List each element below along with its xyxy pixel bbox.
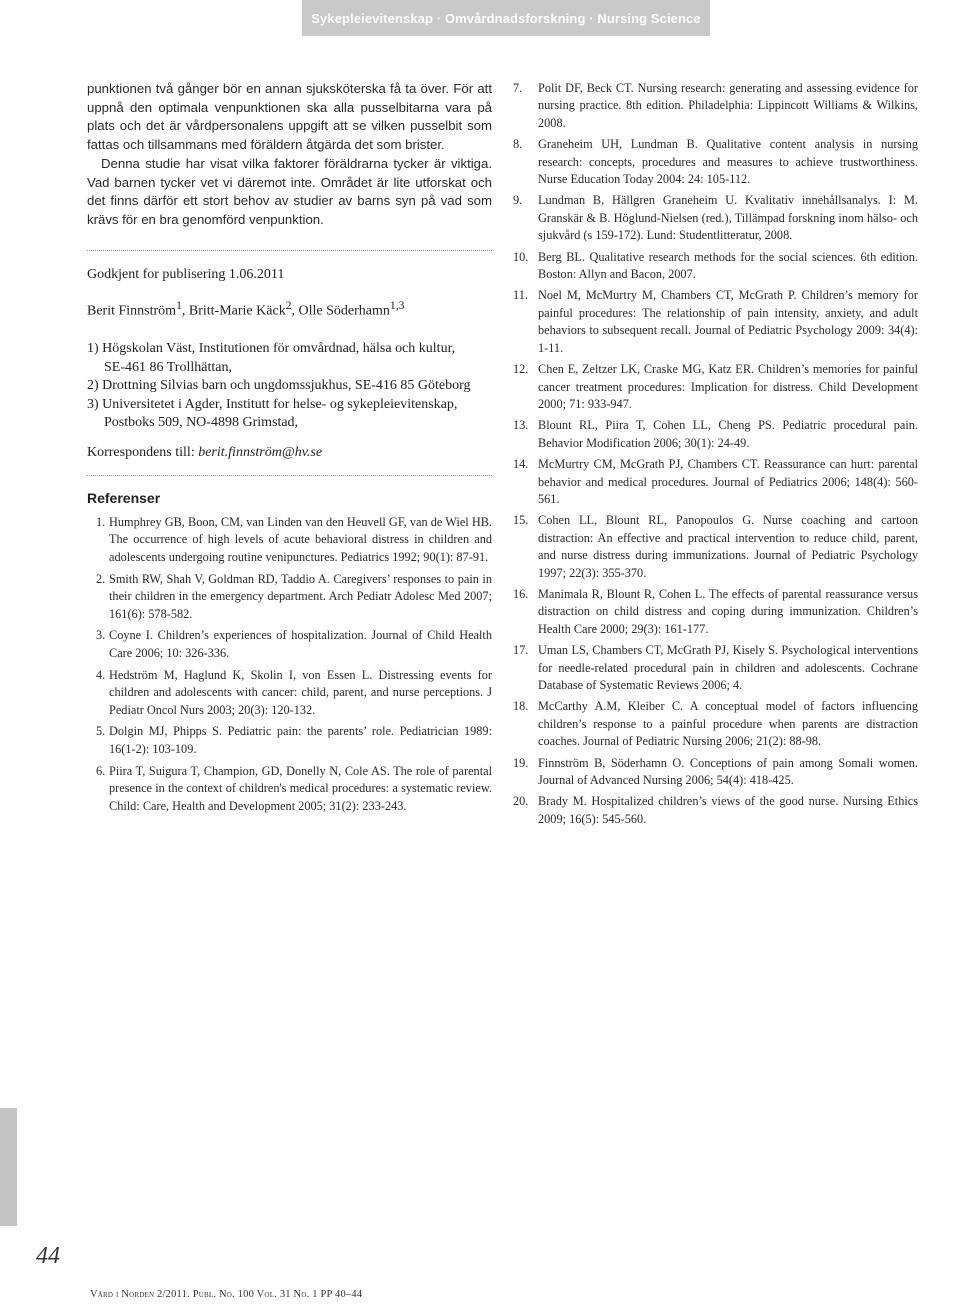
- page-number: 44: [36, 1243, 60, 1269]
- reference-number: 6.: [96, 763, 106, 778]
- reference-text: Lundman B, Hällgren Graneheim U. Kvalitativ innehållsanalys. I: M. Granskär & B. Höglund-Nielsen (red.), Tillämpad forskning inom hälso- och sjukvård (s 159-172). Lund: Studentlitteratur, 2008.: [538, 193, 918, 243]
- reference-item: [508, 642, 918, 694]
- reference-item: [508, 698, 918, 750]
- affiliation-line: 2) Drottning Silvias barn och ungdomssjukhus, SE-416 85 Göteborg: [87, 378, 471, 394]
- reference-text: Finnström B, Söderhamn O. Conceptions of pain among Somali women. Journal of Advanced Nursing 2006; 54(4): 418-425.: [538, 755, 918, 788]
- divider-dotted: [87, 475, 492, 476]
- reference-item: [508, 192, 918, 244]
- reference-number: 13.: [513, 418, 529, 433]
- correspondence-label: Korrespondens till:: [87, 444, 199, 460]
- reference-item: [96, 571, 492, 624]
- reference-item: [96, 627, 492, 662]
- reference-text: Coyne I. Children’s experiences of hospitalization. Journal of Child Health Care 2006; 10: 326-336.: [109, 628, 492, 660]
- reference-number: 4.: [96, 667, 106, 682]
- affiliation-line: 3) Universitetet i Agder, Institutt for helse- og sykepleievitenskap,: [87, 396, 458, 412]
- reference-item: [508, 287, 918, 357]
- affiliations: [87, 340, 492, 433]
- reference-text: Noel M, McMurtry M, Chambers CT, McGrath P. Children’s memory for painful procedures: The relationship of pain intensity, anxiety, and adult behaviors to subsequent recall. Journal of Pediatric Psychology 2009: 34(4): 1-11.: [538, 288, 918, 355]
- reference-text: McMurtry CM, McGrath PJ, Chambers CT. Reassurance can hurt: parental behavior and medical procedures. Journal of Pediatrics 2006; 148(4): 560-561.: [538, 457, 918, 506]
- reference-number: 16.: [513, 586, 529, 601]
- author-name: , Olle Söderhamn: [291, 303, 390, 319]
- reference-number: 9.: [513, 193, 523, 208]
- reference-item: [96, 667, 492, 720]
- reference-list-left: [96, 514, 492, 816]
- reference-number: 11.: [513, 288, 528, 303]
- reference-item: [96, 514, 492, 567]
- affiliation-line: Postboks 509, NO-4898 Grimstad,: [104, 415, 299, 431]
- reference-text: Chen E, Zeltzer LK, Craske MG, Katz ER. Children’s memories for painful cancer treatment procedures: Implication for distress. Child Development 2000; 71: 933-947.: [538, 362, 918, 411]
- body-paragraph-2: Denna studie har visat vilka faktorer föräldrarna tycker är viktiga. Vad barnen tycker vet vi däremot inte. Området är lite utforskat och det finns därför ett stort behov av studier av barns syn på vad som krävs för en bra genomförd venpunktion.: [87, 155, 492, 227]
- reference-item: [508, 512, 918, 582]
- page-edge-band: [0, 1108, 17, 1226]
- author-name: , Britt-Marie Käck: [181, 303, 286, 319]
- author-affiliation-marker: 1: [176, 298, 182, 312]
- reference-text: Manimala R, Blount R, Cohen L. The effects of parental reassurance versus distraction on child distress and coping during immunization. Children’s Health Care 2000; 29(3): 161-177.: [538, 586, 918, 636]
- reference-item: [508, 80, 918, 132]
- author-list: [87, 296, 492, 321]
- body-paragraph-1: punktionen två gånger bör en annan sjuksköterska få ta över. För att uppnå den optimala venpunktionen ska alla pusselbitarna vara på plats och det är vårdpersonalens uppgift att se vilken pusselbit som fattas och tillsammans med föräldern åtgärda det som brister.: [87, 81, 492, 153]
- reference-number: 18.: [513, 699, 529, 714]
- reference-text: Graneheim UH, Lundman B. Qualitative content analysis in nursing research: concepts, procedures and measures to achieve trustworthiness. Nurse Education Today 2004: 24: 105-112.: [538, 137, 918, 187]
- reference-number: 15.: [513, 513, 529, 528]
- reference-item: [508, 136, 918, 188]
- reference-text: Blount RL, Piira T, Cohen LL, Cheng PS. Pediatric procedural pain. Behavior Modification 2006; 30(1): 24-49.: [538, 418, 918, 450]
- author-affiliation-marker: 2: [285, 298, 292, 312]
- journal-header-band: [302, 0, 710, 36]
- divider-dotted: [87, 250, 492, 251]
- reference-item: [508, 793, 918, 828]
- reference-text: Cohen LL, Blount RL, Panopoulos G. Nurse coaching and cartoon distraction: An effective and practical intervention to reduce child, parent, and nurse distress during immunizations. Journal of Pediatric Psychology 1997; 22(3): 355-370.: [538, 513, 918, 580]
- right-column-references: [508, 80, 918, 832]
- reference-item: [508, 456, 918, 508]
- reference-number: 2.: [96, 571, 106, 586]
- reference-item: [508, 249, 918, 284]
- reference-text: Polit DF, Beck CT. Nursing research: generating and assessing evidence for nursing practice. 8th edition. Philadelphia: Lippincott Williams & Wilkins, 2008.: [538, 81, 918, 130]
- approval-note: Godkjent for publisering 1.06.2011: [87, 266, 285, 282]
- reference-item: [96, 763, 492, 816]
- reference-item: [96, 723, 492, 758]
- reference-number: 14.: [513, 457, 529, 472]
- reference-number: 19.: [513, 755, 529, 770]
- journal-footer: Vård i Norden 2/2011. Publ. No. 100 Vol. 31 No. 1 PP 40–44: [90, 1289, 363, 1300]
- reference-text: Humphrey GB, Boon, CM, van Linden van den Heuvell GF, van de Wiel HB. The occurrence of high levels of acute behavioral distress in children and adolescents undergoing routine venipunctures. Pediatrics 1992; 90(1): 87-91.: [109, 514, 492, 564]
- reference-text: Brady M. Hospitalized children’s views of the good nurse. Nursing Ethics 2009; 16(5): 545-560.: [538, 794, 918, 826]
- reference-item: [508, 586, 918, 638]
- author-affiliation-marker: 1,3: [389, 298, 405, 312]
- reference-item: [508, 361, 918, 413]
- reference-item: [508, 755, 918, 790]
- correspondence: [87, 445, 492, 461]
- left-column: [87, 80, 492, 819]
- references-heading: Referenser: [87, 489, 161, 506]
- reference-text: Uman LS, Chambers CT, McGrath PJ, Kisely S. Psychological interventions for needle-related procedural pain in children and adolescents. Cochrane Database of Systematic Reviews 2006; 4.: [538, 643, 918, 692]
- reference-number: 8.: [513, 137, 523, 152]
- reference-text: Piira T, Suigura T, Champion, GD, Donelly N, Cole AS. The role of parental presence in the context of children's medical procedures: a systematic review. Child: Care, Health and Development 2005; 31(2): 233-243.: [109, 763, 492, 813]
- reference-number: 7.: [513, 81, 523, 95]
- reference-number: 12.: [513, 362, 529, 377]
- reference-number: 3.: [96, 628, 106, 643]
- reference-text: Hedström M, Haglund K, Skolin I, von Essen L. Distressing events for children and adolescents with cancer: child, parent, and nurse perceptions. J Pediatr Oncol Nurs 2003; 20(3): 120-132.: [109, 667, 492, 717]
- reference-number: 17.: [513, 643, 529, 658]
- reference-item: [508, 417, 918, 452]
- journal-header-title: Sykepleievitenskap · Omvårdnadsforskning · Nursing Science: [311, 10, 701, 26]
- affiliation-line: SE-461 86 Trollhättan,: [104, 359, 232, 375]
- reference-number: 5.: [96, 724, 106, 739]
- reference-text: Berg BL. Qualitative research methods for the social sciences. 6th edition. Boston: Allyn and Bacon, 2007.: [538, 249, 918, 282]
- reference-number: 10.: [513, 249, 529, 264]
- author-name: Berit Finnström: [87, 303, 177, 319]
- reference-text: Smith RW, Shah V, Goldman RD, Taddio A. Caregivers’ responses to pain in their children in the emergency department. Arch Pediatr Adolesc Med 2007; 161(6): 578-582.: [109, 571, 492, 621]
- affiliation-line: 1) Högskolan Väst, Institutionen för omvårdnad, hälsa och kultur,: [87, 341, 456, 357]
- correspondence-email: berit.finnström@hv.se: [198, 444, 323, 460]
- reference-text: Dolgin MJ, Phipps S. Pediatric pain: the parents’ role. Pediatrician 1989: 16(1-2): 103-109.: [109, 724, 492, 756]
- reference-text: McCarthy A.M, Kleiber C. A conceptual model of factors influencing children’s response to a painful procedure when parents are distraction coaches. Journal of Pediatric Nursing 2006; 21(2): 88-98.: [538, 699, 918, 749]
- reference-number: 1.: [96, 514, 106, 529]
- reference-number: 20.: [513, 794, 529, 809]
